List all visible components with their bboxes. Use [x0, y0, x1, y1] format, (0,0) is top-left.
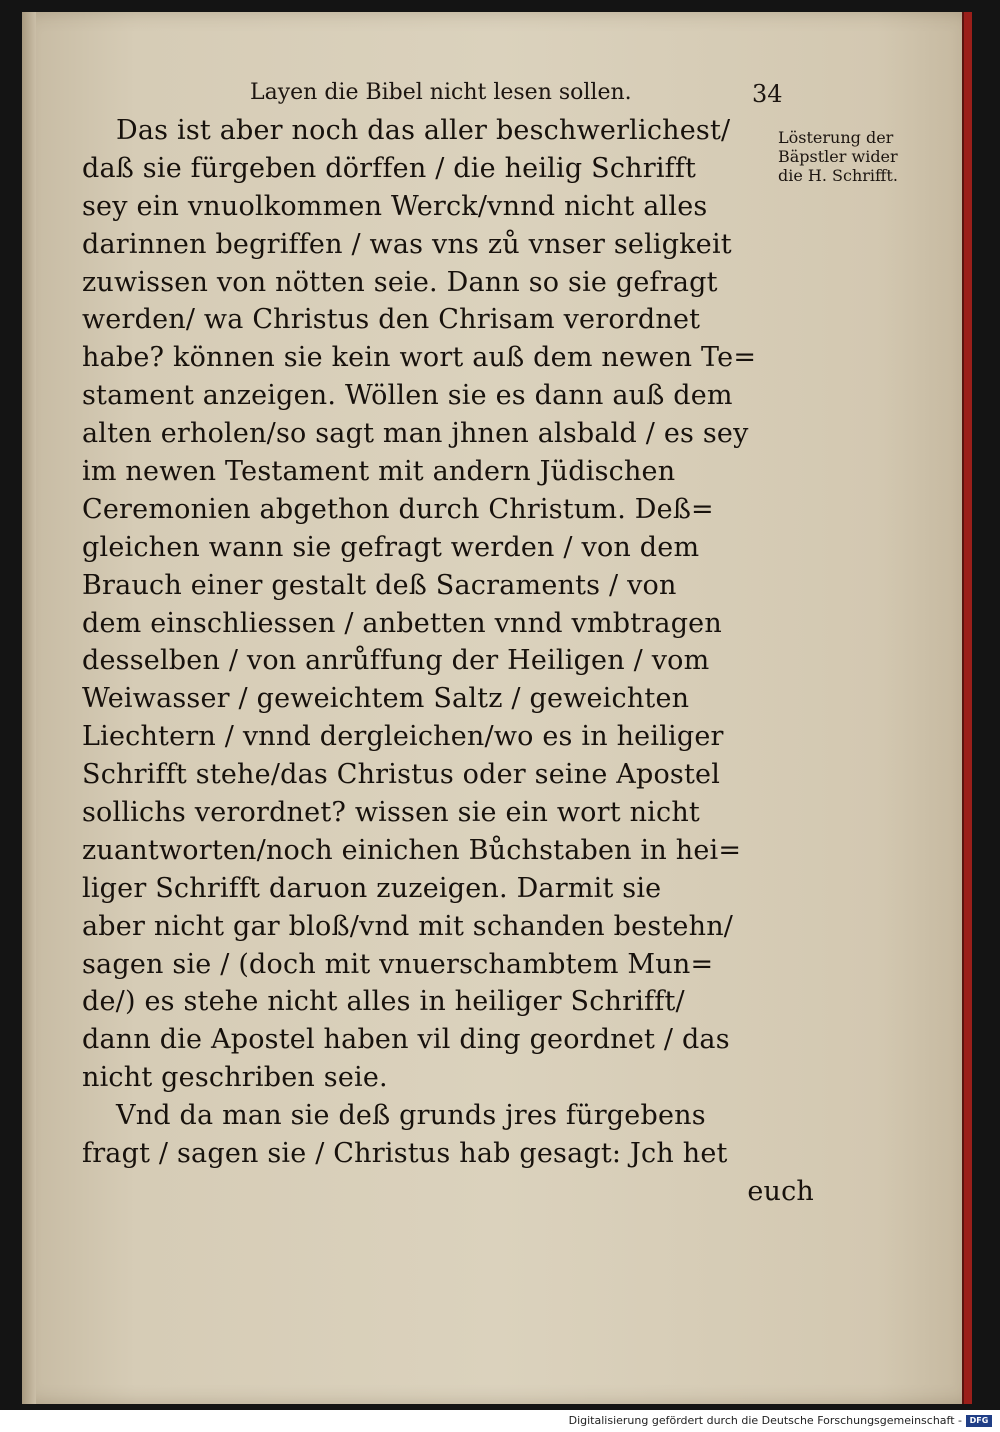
text-line: habe? können sie kein wort auß dem newen Te= [82, 342, 757, 374]
credit-text: Digitalisierung gefördert durch die Deutsche Forschungsgemeinschaft - [568, 1414, 962, 1427]
text-line: Schrifft stehe/das Christus oder seine Apostel [82, 759, 721, 791]
running-head: Layen die Bibel nicht lesen sollen. [250, 80, 632, 105]
text-line: sollichs verordnet? wissen sie ein wort nicht [82, 797, 700, 829]
text-line: stament anzeigen. Wöllen sie es dann auß dem [82, 380, 733, 412]
text-line: werden/ wa Christus den Chrisam verordnet [82, 304, 701, 336]
text-line: zuwissen von nötten seie. Dann so sie gefragt [82, 266, 718, 298]
text-line: Vnd da man sie deß grunds jres fürgebens [116, 1100, 706, 1132]
body-text [82, 112, 822, 1211]
text-line: alten erholen/so sagt man jhnen alsbald / es sey [82, 418, 749, 450]
page-number: 34 [752, 80, 783, 108]
text-line: im newen Testament mit andern Jüdischen [82, 456, 676, 488]
book-page [22, 12, 972, 1404]
text-line: aber nicht gar bloß/vnd mit schanden bestehn/ [82, 910, 734, 942]
marginal-note-line: die H. Schrifft. [778, 166, 898, 185]
text-line: daß sie fürgeben dörffen / die heilig Schrifft [82, 152, 697, 184]
digitization-credit [569, 1414, 992, 1427]
text-line: gleichen wann sie gefragt werden / von dem [82, 531, 700, 563]
text-line: sagen sie / (doch mit vnuerschambtem Mun= [82, 948, 714, 980]
text-line: desselben / von anrůffung der Heiligen / vom [82, 645, 710, 677]
text-line: dann die Apostel haben vil ding geordnet / das [82, 1024, 730, 1056]
text-line: Ceremonien abgethon durch Christum. Deß= [82, 493, 714, 525]
text-line: fragt / sagen sie / Christus hab gesagt: Jch het [82, 1138, 728, 1170]
catchword: euch [747, 1175, 814, 1207]
text-line: Weiwasser / geweichtem Saltz / geweichten [82, 683, 690, 715]
text-line: Das ist aber noch das aller beschwerlichest/ [116, 115, 731, 146]
marginal-note-line: Lösterung der [778, 128, 894, 147]
marginal-note-line: Bäpstler wider [778, 147, 898, 166]
text-line: darinnen begriffen / was vns zů vnser seligkeit [82, 228, 732, 260]
text-line: Brauch einer gestalt deß Sacraments / von [82, 569, 677, 601]
text-line: Liechtern / vnnd dergleichen/wo es in heiliger [82, 721, 724, 753]
text-line: de/) es stehe nicht alles in heiliger Schrifft/ [82, 986, 685, 1018]
red-page-edge [962, 12, 972, 1404]
text-line: zuantworten/noch einichen Bůchstaben in hei= [82, 834, 742, 866]
text-line: dem einschliessen / anbetten vnnd vmbtragen [82, 607, 722, 639]
page-gutter [22, 12, 36, 1404]
text-line: sey ein vnuolkommen Werck/vnnd nicht alles [82, 190, 708, 222]
text-line: liger Schrifft daruon zuzeigen. Darmit sie [82, 872, 662, 904]
dfg-logo-icon: DFG [966, 1415, 992, 1427]
text-line: nicht geschriben seie. [82, 1062, 388, 1094]
